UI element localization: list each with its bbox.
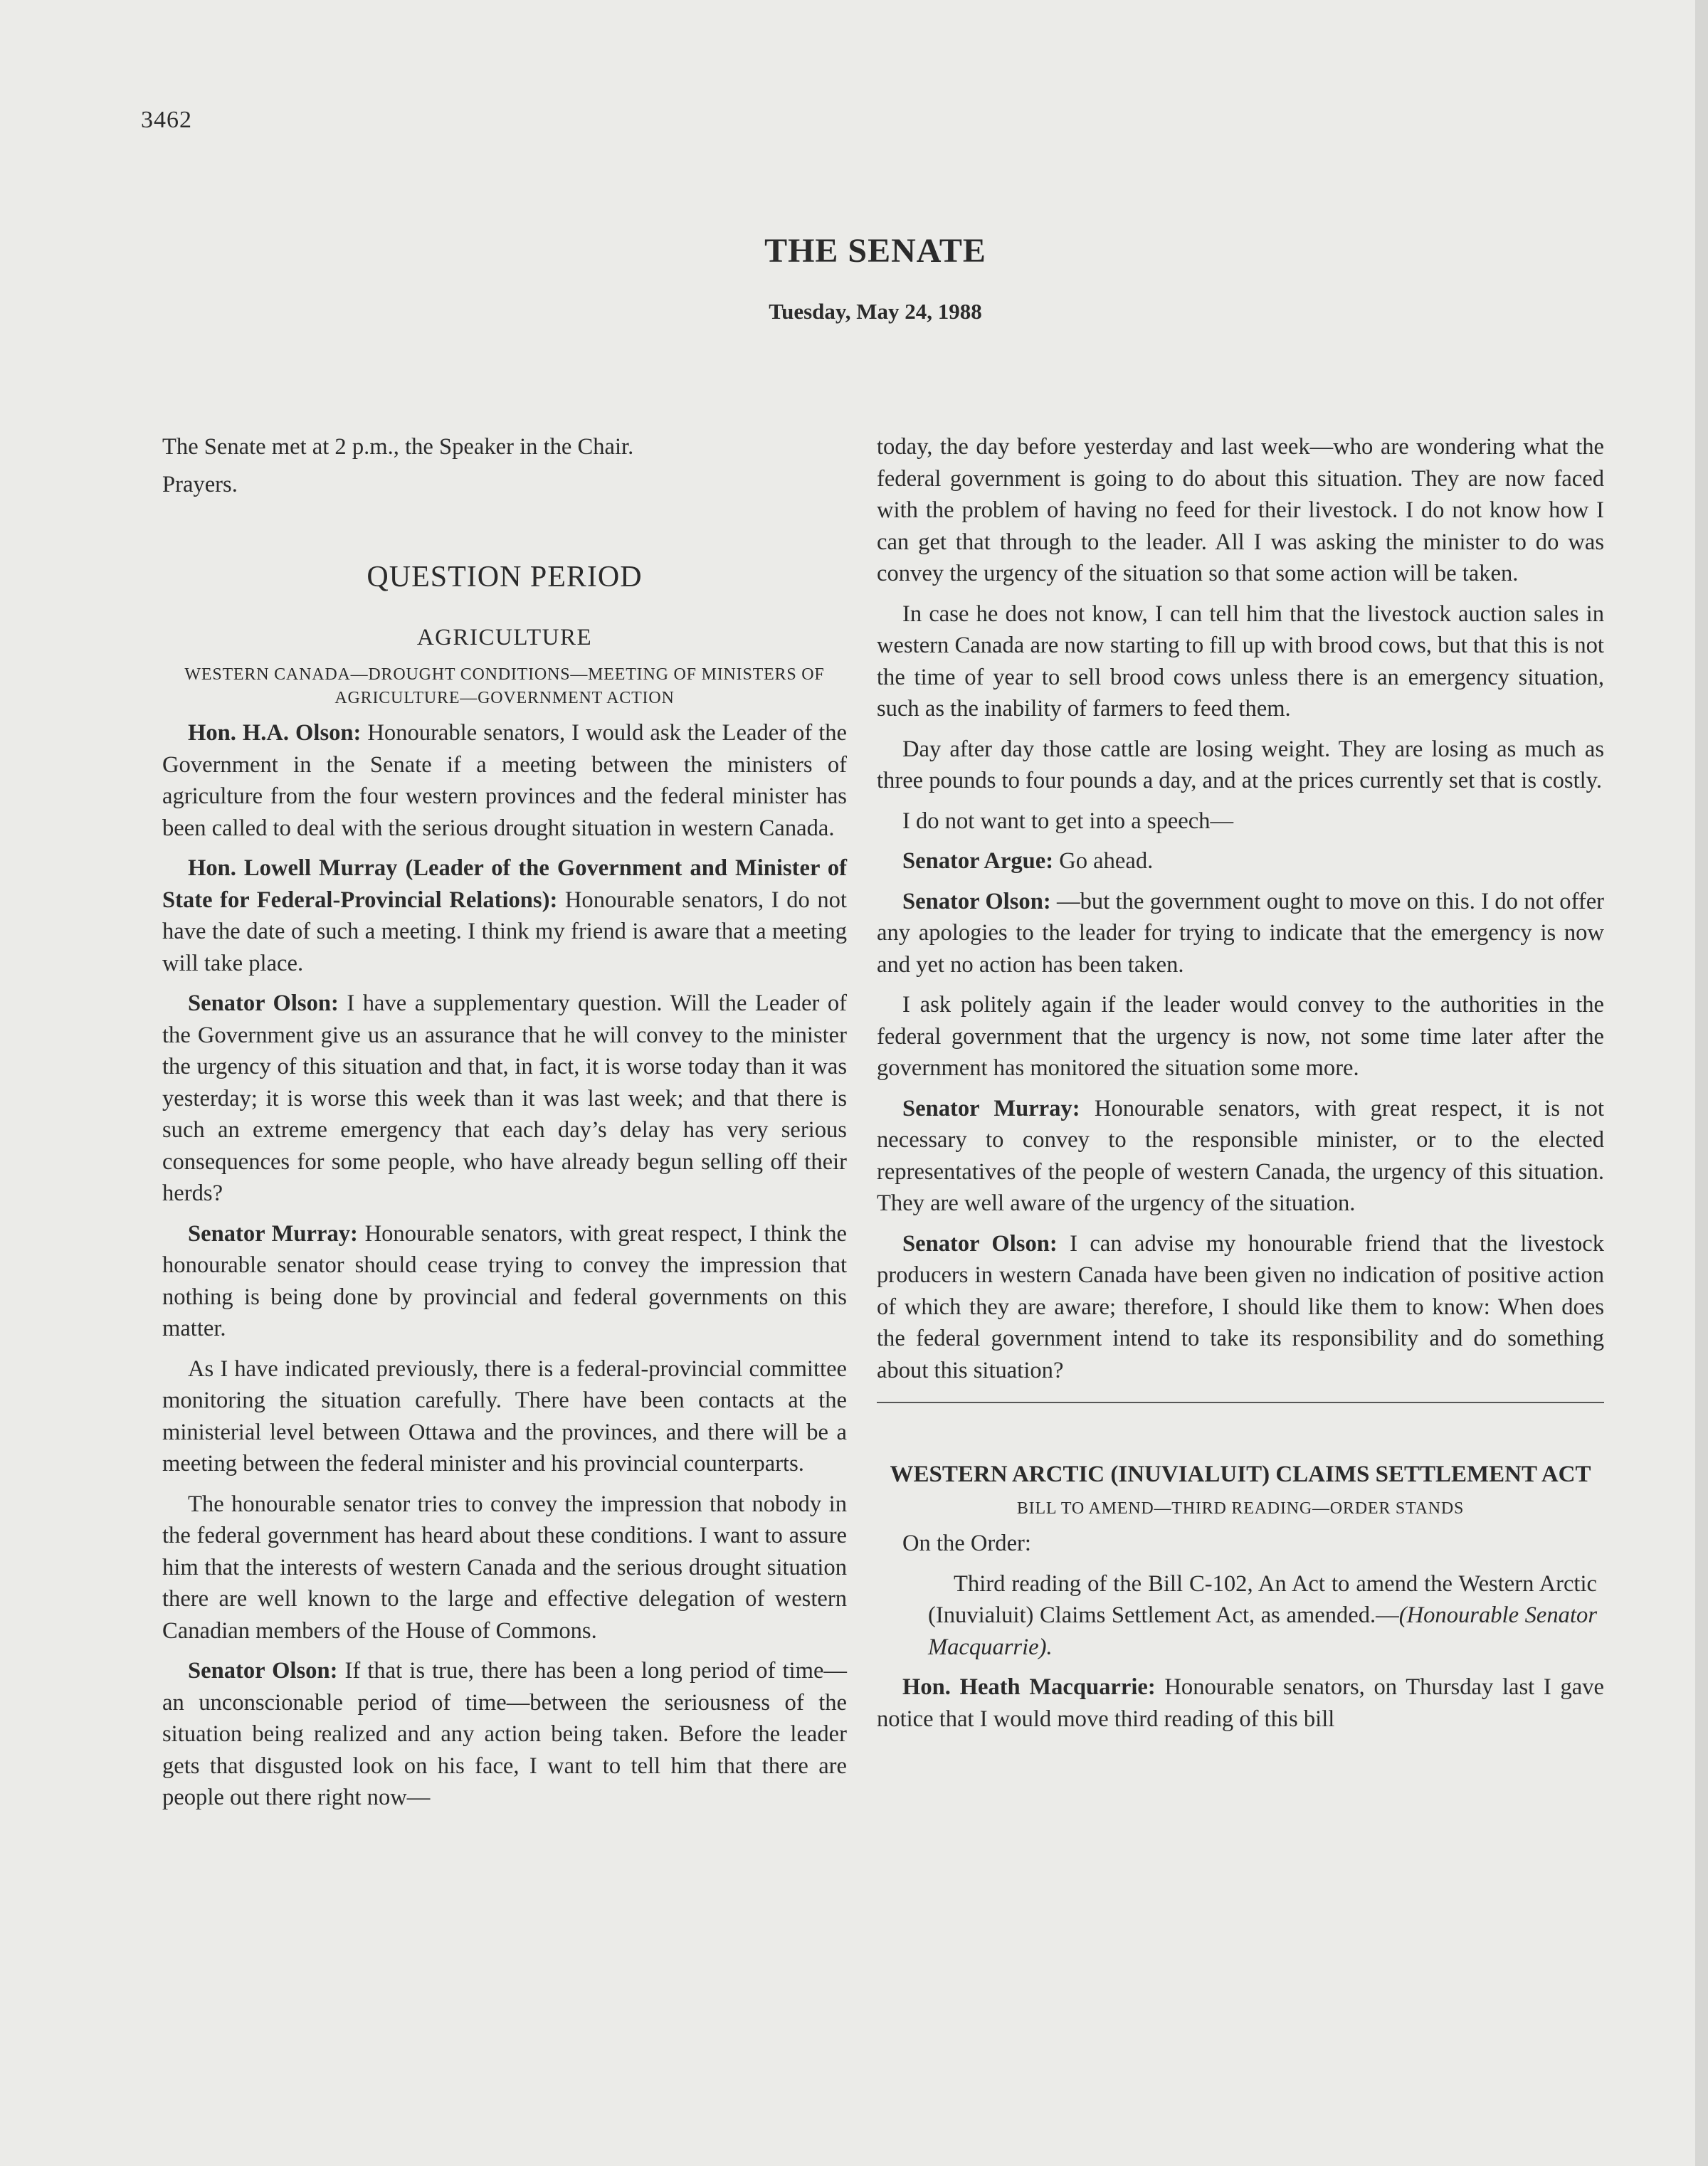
speech-text: I have a supplementary question. Will the Leader of the Government give us an assurance that he will convey to the minister the urgency of this situation and that, in fact, it is worse today than it was yesterday; it is worse this week than it was last week; and that there is such an extreme emergency that each day’s delay has very serious consequences for some people, who have already begun selling off their herds? xyxy=(162,990,847,1206)
speech-text: —but the government ought to move on this. I do not offer any apologies to the leader for trying to indicate that the emergency is now and yet no action has been taken. xyxy=(877,888,1605,978)
speech-text: Honourable senators, I would ask the Leader of the Government in the Senate if a meeting between the ministers of agriculture from the four western provinces and the federal minister has been called to deal with the serious drought situation in western Canada. xyxy=(162,720,847,841)
speaker-name: Senator Olson: xyxy=(902,888,1051,914)
section-title: QUESTION PERIOD xyxy=(367,561,643,593)
opening-line: The Senate met at 2 p.m., the Speaker in the Chair. xyxy=(162,434,634,460)
topic-heading: BILL TO AMEND—THIRD READING—ORDER STANDS xyxy=(1016,1499,1465,1518)
paragraph xyxy=(877,1093,1604,1220)
paragraph xyxy=(162,1655,847,1814)
order-sponsor: (Honourable Senator Macquarrie). xyxy=(928,1602,1597,1660)
page-edge xyxy=(1695,0,1708,2166)
paragraph: I do not want to get into a speech— xyxy=(902,808,1234,834)
order-text xyxy=(877,1568,1604,1664)
paragraph: The honourable senator tries to convey the impression that nobody in the federal government has heard about these conditions. I want to assure him that the interests of western Canada and the serious drought situation there are well known to the large and effective delegation of western Canadian members of the House of Commons. xyxy=(162,1491,847,1644)
paragraph: In case he does not know, I can tell him that the livestock auction sales in western Canada are now starting to fill up with brood cows, but that this is not the time of year to sell brood cows unless there is an emergency situation, such as the inability of farmers to feed them. xyxy=(877,601,1604,722)
paragraph xyxy=(877,845,1604,877)
page-number: 3462 xyxy=(141,107,192,133)
speaker-name: Senator Olson: xyxy=(902,1230,1058,1257)
page-title: THE SENATE xyxy=(764,232,986,270)
paragraph: As I have indicated previously, there is a federal-provincial committee monitoring the situation carefully. There have been contacts at the ministerial level between Ottawa and the provinces, and there will be a meeting between the federal minister and his provincial counterparts. xyxy=(162,1356,847,1476)
speech-text: If that is true, there has been a long period of time—an unconscionable period of time—between the seriousness of the situation being realized and any action being taken. Before the leader gets that disgusted look on his face, I want to tell him that there are people out there right now— xyxy=(162,1658,847,1810)
paragraph: I ask politely again if the leader would convey to the authorities in the federal government that the urgency is now, not some time later after the government has monitored the situation some more. xyxy=(877,992,1604,1081)
paragraph: today, the day before yesterday and last week—who are wondering what the federal government is going to do about this situation. They are now faced with the problem of having no feed for their livestock. I do not know how I can get that through to the leader. All I was asking the minister to do was convey the urgency of the situation so that some action will be taken. xyxy=(877,434,1604,586)
left-column xyxy=(162,431,847,1822)
speech-text: Honourable senators, with great respect, I think the honourable senator should cease trying to convey the impression that nothing is being done by provincial and federal governments on this matter. xyxy=(162,1220,847,1341)
speech-text: Honourable senators, I do not have the date of such a meeting. I think my friend is aware that a meeting will take place. xyxy=(162,887,847,976)
speaker-name: Senator Olson: xyxy=(188,990,339,1016)
speech-text: Go ahead. xyxy=(1053,848,1154,874)
topic-heading: WESTERN CANADA—DROUGHT CONDITIONS—MEETING OF MINISTERS OF AGRICULTURE—GOVERNMENT ACTION xyxy=(184,665,825,707)
prayers-line: Prayers. xyxy=(162,471,238,497)
speaker-name: Senator Murray: xyxy=(902,1095,1080,1121)
speaker-name: Hon. Lowell Murray (Leader of the Government and Minister of State for Federal-Provincial Relations): xyxy=(162,855,847,913)
paragraph xyxy=(162,1218,847,1345)
speech-text: Honourable senators, on Thursday last I gave notice that I would move third reading of this bill xyxy=(877,1674,1604,1732)
order-body: Third reading of the Bill C-102, An Act to amend the Western Arctic (Inuvialuit) Claims Settlement Act, as amended.— xyxy=(928,1570,1597,1628)
paragraph: Day after day those cattle are losing weight. They are losing as much as three pounds to four pounds a day, and at the prices currently set that is costly. xyxy=(877,736,1604,793)
speech-text: I can advise my honourable friend that the livestock producers in western Canada have been given no indication of positive action of which they are aware; therefore, I should like them to know: When does the federal government intend to take its responsibility and do something about this situation? xyxy=(877,1230,1605,1383)
speaker-name: Senator Murray: xyxy=(188,1220,358,1247)
speaker-name: Hon. Heath Macquarrie: xyxy=(902,1674,1156,1700)
paragraph xyxy=(162,988,847,1210)
speaker-name: Senator Olson: xyxy=(188,1658,338,1684)
speech-text: Honourable senators, with great respect, it is not necessary to convey to the responsible minister, or to the elected representatives of the people of western Canada, the urgency of this situation. They are well aware of the urgency of the situation. xyxy=(877,1095,1604,1216)
right-column xyxy=(877,431,1604,1743)
sitting-date: Tuesday, May 24, 1988 xyxy=(769,299,982,324)
subsection-title: AGRICULTURE xyxy=(416,624,593,650)
paragraph xyxy=(877,1671,1604,1735)
paragraph xyxy=(162,717,847,844)
section-divider xyxy=(877,1402,1604,1403)
section-title: WESTERN ARCTIC (INUVIALUIT) CLAIMS SETTLEMENT ACT xyxy=(890,1462,1591,1487)
speaker-name: Senator Argue: xyxy=(902,848,1054,874)
paragraph xyxy=(162,852,847,979)
order-label: On the Order: xyxy=(902,1531,1031,1556)
paragraph xyxy=(877,1228,1604,1387)
speaker-name: Hon. H.A. Olson: xyxy=(188,720,362,746)
paragraph xyxy=(877,886,1604,981)
